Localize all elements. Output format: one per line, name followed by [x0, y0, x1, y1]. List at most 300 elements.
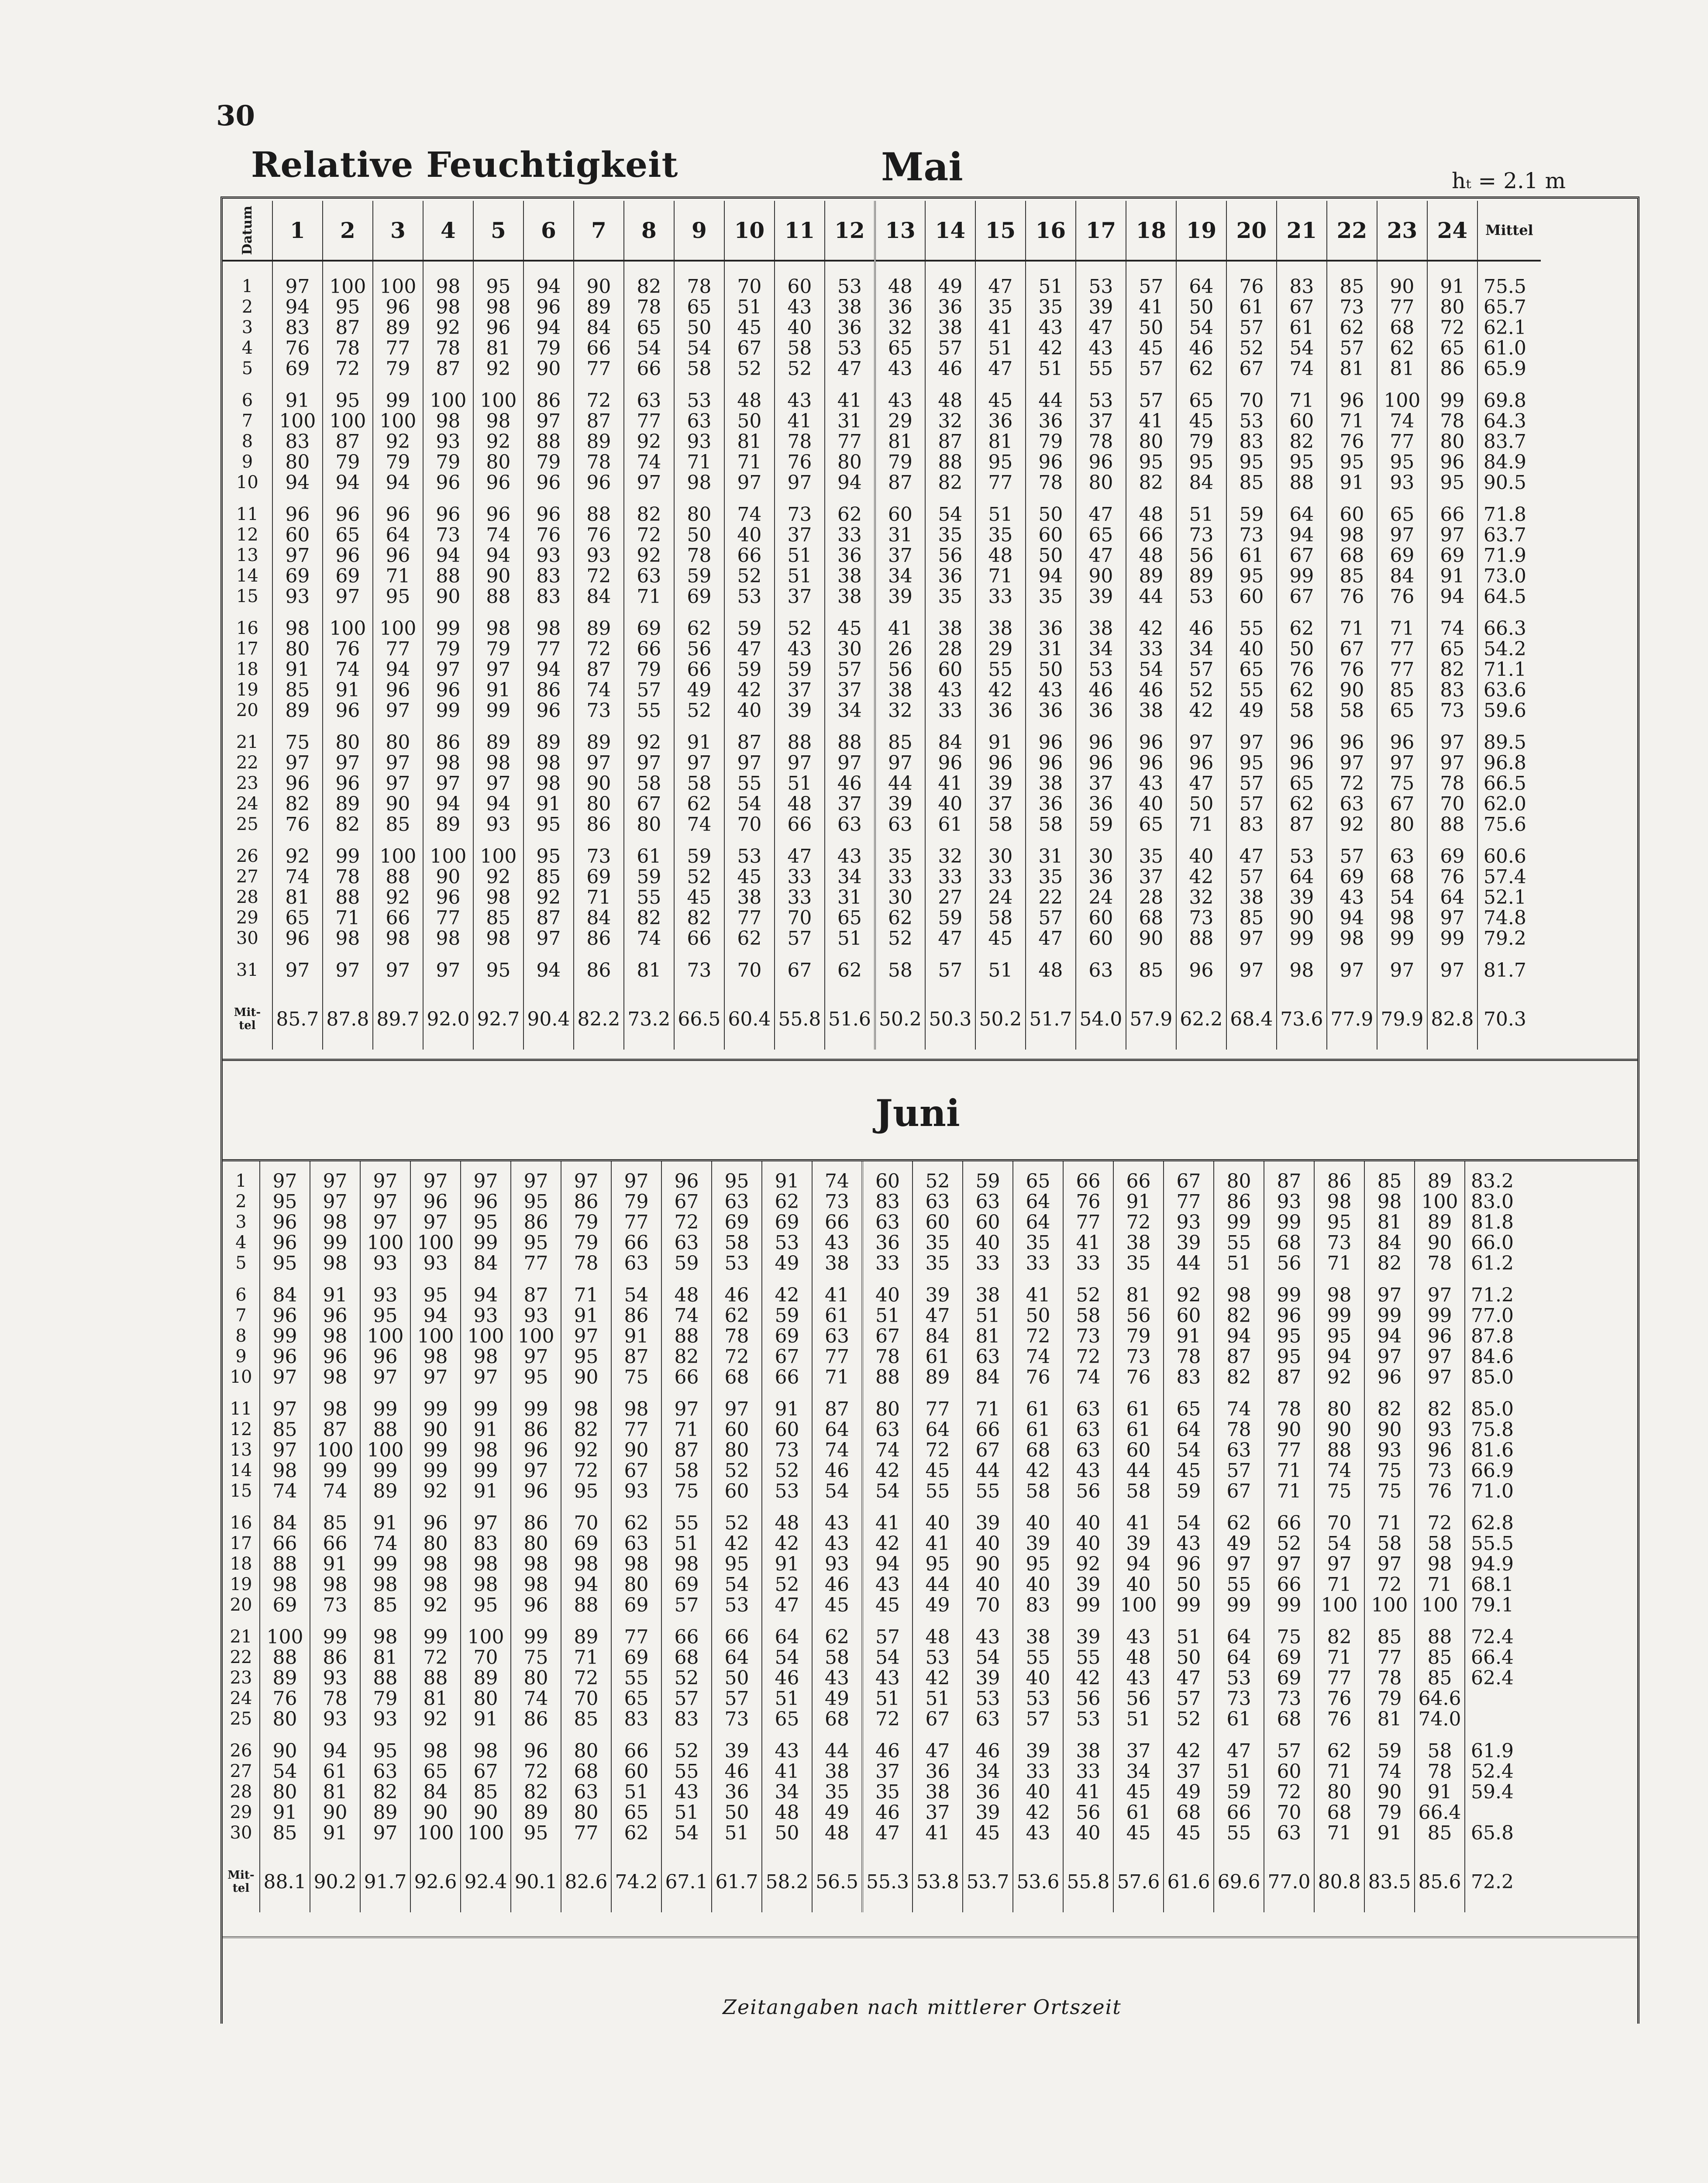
value-cell: 52: [1063, 1274, 1113, 1305]
hourly-mean-cell: 82.6: [561, 1851, 611, 1912]
table-row: [223, 1615, 1528, 1647]
day-cell: 8: [241, 431, 253, 451]
value-cell: 68: [812, 1709, 862, 1729]
hourly-mean-cell: 61.6: [1164, 1851, 1214, 1912]
hourly-mean-cell: 68.4: [1226, 988, 1277, 1050]
value-cell: 66: [775, 814, 825, 835]
value-cell: 97: [360, 1823, 410, 1851]
value-cell: 90: [963, 1554, 1013, 1574]
value-cell: 99: [1377, 928, 1427, 949]
value-cell: 65: [611, 1802, 661, 1823]
value-cell: 81: [624, 949, 674, 988]
value-cell: 61: [1214, 1709, 1264, 1729]
value-cell: 97: [373, 773, 423, 794]
value-cell: 83: [523, 586, 574, 607]
value-cell: 51: [775, 545, 825, 566]
value-cell: 90: [1277, 908, 1327, 928]
hourly-mean-cell: 55.3: [862, 1851, 913, 1912]
mean-cell: 71.2: [1465, 1274, 1528, 1305]
day-cell: 19: [230, 1574, 252, 1594]
value-cell: 88: [423, 566, 473, 586]
value-cell: 97: [410, 1161, 461, 1191]
value-cell: 95: [511, 1233, 561, 1253]
value-cell: 65: [762, 1709, 812, 1729]
value-cell: 99: [1264, 1212, 1314, 1233]
mean-cell: 83.0: [1465, 1191, 1528, 1212]
value-cell: 96: [511, 1440, 561, 1460]
value-cell: 91: [1327, 472, 1377, 493]
value-cell: 96: [1277, 721, 1327, 753]
value-cell: 43: [825, 835, 875, 867]
value-cell: 88: [1415, 1615, 1465, 1647]
value-cell: 80: [473, 452, 523, 472]
value-cell: 72: [1113, 1212, 1164, 1233]
value-cell: 40: [1013, 1501, 1063, 1533]
value-cell: 94: [523, 261, 574, 297]
value-cell: 78: [1415, 1253, 1465, 1274]
value-cell: 66: [611, 1233, 661, 1253]
value-cell: 62: [825, 493, 875, 525]
value-cell: 74: [360, 1533, 410, 1554]
table-row: [223, 493, 1541, 525]
value-cell: 66: [1214, 1802, 1264, 1823]
value-cell: 96: [1176, 949, 1226, 988]
value-cell: 61: [812, 1305, 862, 1326]
value-cell: 97: [373, 753, 423, 773]
header-hour-3: 3: [373, 201, 423, 261]
value-cell: 94: [473, 545, 523, 566]
value-cell: 27: [925, 887, 975, 908]
value-cell: 51: [975, 338, 1026, 358]
value-cell: 89: [913, 1367, 963, 1388]
header-row: [223, 201, 1541, 261]
value-cell: 45: [862, 1595, 913, 1615]
table-row: [223, 1274, 1528, 1305]
value-cell: 63: [674, 411, 724, 431]
value-cell: 82: [674, 908, 724, 928]
value-cell: 24: [1076, 887, 1126, 908]
value-cell: 38: [812, 1253, 862, 1274]
table-row: [223, 1326, 1528, 1346]
value-cell: 77: [812, 1346, 862, 1367]
value-cell: 36: [913, 1761, 963, 1782]
value-cell: 42: [1013, 1802, 1063, 1823]
value-cell: 47: [1076, 545, 1126, 566]
value-cell: 47: [1026, 928, 1076, 949]
value-cell: 51: [661, 1533, 712, 1554]
day-cell: 2: [241, 297, 253, 317]
value-cell: 66: [1063, 1161, 1113, 1191]
value-cell: 97: [272, 949, 323, 988]
value-cell: 96: [260, 1305, 310, 1326]
value-cell: 80: [611, 1574, 661, 1595]
value-cell: 81: [410, 1688, 461, 1709]
value-cell: 38: [1126, 700, 1176, 721]
day-cell: 27: [236, 867, 258, 887]
day-cell: 18: [236, 659, 258, 679]
value-cell: 58: [712, 1233, 762, 1253]
value-cell: 98: [561, 1388, 611, 1419]
value-cell: 77: [975, 472, 1026, 493]
value-cell: 54: [963, 1647, 1013, 1668]
value-cell: 95: [373, 586, 423, 607]
value-cell: 68: [1264, 1709, 1314, 1729]
value-cell: 72: [1327, 773, 1377, 794]
value-cell: 62: [762, 1191, 812, 1212]
value-cell: 81: [975, 431, 1026, 452]
value-cell: 64: [1214, 1615, 1264, 1647]
value-cell: 52: [762, 1460, 812, 1481]
value-cell: 97: [1427, 908, 1477, 928]
value-cell: 85: [1126, 949, 1176, 988]
value-cell: 91: [260, 1802, 310, 1823]
table-row: [223, 1729, 1528, 1761]
value-cell: 62: [611, 1823, 661, 1851]
value-cell: 88: [1176, 928, 1226, 949]
value-cell: 53: [724, 586, 775, 607]
value-cell: 98: [360, 1574, 410, 1595]
value-cell: 67: [963, 1440, 1013, 1460]
value-cell: 85: [373, 814, 423, 835]
value-cell: 84: [260, 1501, 310, 1533]
value-cell: 69: [272, 358, 323, 379]
value-cell: 58: [1026, 814, 1076, 835]
value-cell: 70: [461, 1647, 511, 1668]
value-cell: 76: [323, 639, 373, 659]
value-cell: 79: [423, 452, 473, 472]
value-cell: 98: [473, 753, 523, 773]
value-cell: 98: [661, 1554, 712, 1574]
value-cell: 90: [373, 794, 423, 814]
value-cell: 42: [1063, 1668, 1113, 1688]
value-cell: 64: [762, 1615, 812, 1647]
value-cell: 98: [511, 1554, 561, 1574]
value-cell: 100: [1415, 1191, 1465, 1212]
value-cell: 39: [875, 794, 925, 814]
value-cell: 74: [1013, 1346, 1063, 1367]
value-cell: 65: [1277, 773, 1327, 794]
value-cell: 46: [812, 1460, 862, 1481]
value-cell: 80: [1214, 1161, 1264, 1191]
value-cell: 96: [423, 493, 473, 525]
value-cell: 97: [775, 472, 825, 493]
value-cell: 67: [1214, 1481, 1264, 1501]
value-cell: 98: [423, 928, 473, 949]
value-cell: 96: [661, 1161, 712, 1191]
value-cell: 54: [260, 1761, 310, 1782]
value-cell: 97: [724, 472, 775, 493]
value-cell: 76: [1226, 261, 1277, 297]
value-cell: 66: [624, 639, 674, 659]
value-cell: 97: [775, 753, 825, 773]
value-cell: 45: [825, 607, 875, 639]
value-cell: 89: [373, 317, 423, 338]
day-cell: 13: [236, 545, 258, 565]
header-hour-17: 17: [1076, 201, 1126, 261]
value-cell: 77: [825, 431, 875, 452]
value-cell: 79: [360, 1688, 410, 1709]
value-cell: 47: [1164, 1668, 1214, 1688]
value-cell: 33: [775, 887, 825, 908]
value-cell: 57: [661, 1595, 712, 1615]
value-cell: 65: [1076, 525, 1126, 545]
value-cell: 55: [963, 1481, 1013, 1501]
value-cell: 98: [1327, 928, 1377, 949]
value-cell: 73: [310, 1595, 360, 1615]
value-cell: 48: [1113, 1647, 1164, 1668]
value-cell: 66: [762, 1367, 812, 1388]
value-cell: 53: [674, 379, 724, 411]
mean-cell: 62.4: [1465, 1668, 1528, 1688]
value-cell: 59: [762, 1305, 812, 1326]
value-cell: 94: [272, 297, 323, 317]
table-row: [223, 1161, 1528, 1191]
value-cell: 96: [1277, 753, 1327, 773]
value-cell: 73: [1226, 525, 1277, 545]
value-cell: 54: [661, 1823, 712, 1851]
value-cell: 81: [1113, 1274, 1164, 1305]
value-cell: 68: [1377, 867, 1427, 887]
value-cell: 52: [1176, 680, 1226, 700]
hourly-mean-cell: 82.2: [574, 988, 624, 1050]
value-cell: 37: [1126, 867, 1176, 887]
value-cell: 97: [825, 753, 875, 773]
value-cell: 60: [875, 493, 925, 525]
value-cell: 97: [624, 472, 674, 493]
value-cell: 96: [410, 1501, 461, 1533]
value-cell: 96: [423, 887, 473, 908]
value-cell: 76: [1377, 586, 1427, 607]
value-cell: 43: [963, 1615, 1013, 1647]
value-cell: 43: [812, 1668, 862, 1688]
value-cell: 39: [875, 586, 925, 607]
value-cell: 32: [875, 700, 925, 721]
value-cell: 77: [1364, 1647, 1415, 1668]
value-cell: 63: [862, 1212, 913, 1233]
value-cell: 36: [1026, 700, 1076, 721]
value-cell: 90: [1264, 1419, 1314, 1440]
value-cell: 58: [875, 949, 925, 988]
value-cell: 73: [812, 1191, 862, 1212]
value-cell: 98: [461, 1440, 511, 1460]
day-cell: 10: [236, 472, 258, 492]
value-cell: 44: [1164, 1253, 1214, 1274]
value-cell: 89: [260, 1668, 310, 1688]
value-cell: 94: [862, 1554, 913, 1574]
value-cell: 100: [410, 1823, 461, 1851]
value-cell: 96: [272, 773, 323, 794]
value-cell: 35: [913, 1233, 963, 1253]
value-cell: 38: [1063, 1729, 1113, 1761]
value-cell: 98: [1277, 949, 1327, 988]
value-cell: 46: [862, 1729, 913, 1761]
value-cell: 55: [724, 773, 775, 794]
value-cell: 96: [1026, 721, 1076, 753]
mean-cell: [1465, 1709, 1528, 1729]
value-cell: 97: [624, 753, 674, 773]
value-cell: 44: [1026, 379, 1076, 411]
value-cell: 33: [1063, 1253, 1113, 1274]
value-cell: 74: [511, 1688, 561, 1709]
table-row: [223, 1191, 1528, 1212]
value-cell: 91: [360, 1501, 410, 1533]
value-cell: 47: [1076, 317, 1126, 338]
value-cell: 92: [1164, 1274, 1214, 1305]
table-row: [223, 525, 1541, 545]
day-cell: 12: [230, 1419, 252, 1439]
value-cell: 97: [423, 659, 473, 680]
value-cell: 48: [661, 1274, 712, 1305]
value-cell: 98: [611, 1388, 661, 1419]
value-cell: 65: [825, 908, 875, 928]
value-cell: 80: [825, 452, 875, 472]
value-cell: 91: [523, 794, 574, 814]
value-cell: 38: [1013, 1615, 1063, 1647]
value-cell: 92: [410, 1481, 461, 1501]
value-cell: 71: [661, 1419, 712, 1440]
value-cell: 71: [812, 1367, 862, 1388]
value-cell: 50: [1164, 1647, 1214, 1668]
value-cell: 82: [624, 493, 674, 525]
value-cell: 74: [574, 680, 624, 700]
table-row: [223, 379, 1541, 411]
value-cell: 48: [1026, 949, 1076, 988]
value-cell: 76: [1063, 1191, 1113, 1212]
value-cell: 31: [875, 525, 925, 545]
value-cell: 79: [473, 639, 523, 659]
value-cell: 38: [975, 607, 1026, 639]
value-cell: 69: [712, 1212, 762, 1233]
hourly-mean-cell: 85.6: [1415, 1851, 1465, 1912]
value-cell: 100: [1415, 1595, 1465, 1615]
value-cell: 68: [1264, 1233, 1314, 1253]
table-row: [223, 452, 1541, 472]
value-cell: 62: [611, 1501, 661, 1533]
header-hour-19: 19: [1176, 201, 1226, 261]
value-cell: 97: [461, 1161, 511, 1191]
value-cell: 66: [310, 1533, 360, 1554]
value-cell: 71: [574, 887, 624, 908]
value-cell: 79: [373, 358, 423, 379]
value-cell: 33: [1126, 639, 1176, 659]
value-cell: 57: [1164, 1688, 1214, 1709]
value-cell: 66: [1427, 493, 1477, 525]
value-cell: 98: [1214, 1274, 1264, 1305]
value-cell: 85: [1327, 566, 1377, 586]
value-cell: 99: [1277, 928, 1327, 949]
value-cell: 43: [1126, 773, 1176, 794]
value-cell: 47: [1176, 773, 1226, 794]
value-cell: 44: [1113, 1460, 1164, 1481]
value-cell: 85: [473, 908, 523, 928]
value-cell: 99: [310, 1233, 360, 1253]
value-cell: 87: [323, 431, 373, 452]
value-cell: 56: [674, 639, 724, 659]
value-cell: 37: [1076, 411, 1126, 431]
value-cell: 61: [913, 1346, 963, 1367]
value-cell: 51: [975, 949, 1026, 988]
hourly-mean-cell: 57.9: [1126, 988, 1176, 1050]
value-cell: 56: [925, 545, 975, 566]
value-cell: 45: [724, 867, 775, 887]
value-cell: 92: [272, 835, 323, 867]
value-cell: 71: [1264, 1460, 1314, 1481]
value-cell: 67: [624, 794, 674, 814]
value-cell: 71: [1314, 1823, 1364, 1851]
value-cell: 75: [1314, 1481, 1364, 1501]
mean-cell: 96.8: [1477, 753, 1541, 773]
value-cell: 63: [661, 1233, 712, 1253]
value-cell: 86: [574, 814, 624, 835]
value-cell: 60: [963, 1212, 1013, 1233]
value-cell: 55: [1013, 1647, 1063, 1668]
value-cell: 93: [310, 1668, 360, 1688]
table-row: [223, 814, 1541, 835]
value-cell: 52: [712, 1501, 762, 1533]
value-cell: 82: [1364, 1388, 1415, 1419]
value-cell: 91: [762, 1161, 812, 1191]
value-cell: 31: [1026, 639, 1076, 659]
day-cell: 25: [236, 814, 258, 834]
value-cell: 37: [775, 680, 825, 700]
value-cell: 57: [1126, 261, 1176, 297]
value-cell: 57: [1126, 379, 1176, 411]
value-cell: 87: [511, 1274, 561, 1305]
value-cell: 59: [724, 659, 775, 680]
value-cell: 50: [762, 1823, 812, 1851]
value-cell: 77: [1314, 1668, 1364, 1688]
value-cell: 83: [661, 1709, 712, 1729]
value-cell: 96: [511, 1595, 561, 1615]
day-cell: 2: [235, 1191, 247, 1212]
value-cell: 98: [410, 1346, 461, 1367]
value-cell: 65: [1427, 639, 1477, 659]
value-cell: 99: [310, 1615, 360, 1647]
value-cell: 51: [712, 1823, 762, 1851]
table-row: [223, 1388, 1528, 1419]
value-cell: 39: [712, 1729, 762, 1761]
value-cell: 85: [1415, 1647, 1465, 1668]
mean-cell: 72.4: [1465, 1615, 1528, 1647]
day-cell: 7: [235, 1305, 247, 1326]
value-cell: 78: [1026, 472, 1076, 493]
value-cell: 74: [310, 1481, 360, 1501]
value-cell: 59: [1226, 493, 1277, 525]
value-cell: 36: [1076, 794, 1126, 814]
value-cell: 60: [272, 525, 323, 545]
table-row: [223, 431, 1541, 452]
value-cell: 97: [360, 1161, 410, 1191]
value-cell: 60: [925, 659, 975, 680]
value-cell: 40: [1013, 1782, 1063, 1802]
value-cell: 41: [1013, 1274, 1063, 1305]
value-cell: 99: [360, 1554, 410, 1574]
hourly-mean-cell: 51.6: [825, 988, 875, 1050]
value-cell: 69: [1327, 867, 1377, 887]
value-cell: 88: [473, 586, 523, 607]
value-cell: 100: [323, 607, 373, 639]
value-cell: 89: [574, 431, 624, 452]
value-cell: 67: [724, 338, 775, 358]
value-cell: 98: [461, 1554, 511, 1574]
value-cell: 84: [260, 1274, 310, 1305]
value-cell: 64: [1164, 1419, 1214, 1440]
value-cell: 51: [611, 1782, 661, 1802]
value-cell: 96: [523, 472, 574, 493]
value-cell: 97: [1314, 1554, 1364, 1574]
value-cell: 57: [1226, 794, 1277, 814]
value-cell: 51: [1026, 358, 1076, 379]
